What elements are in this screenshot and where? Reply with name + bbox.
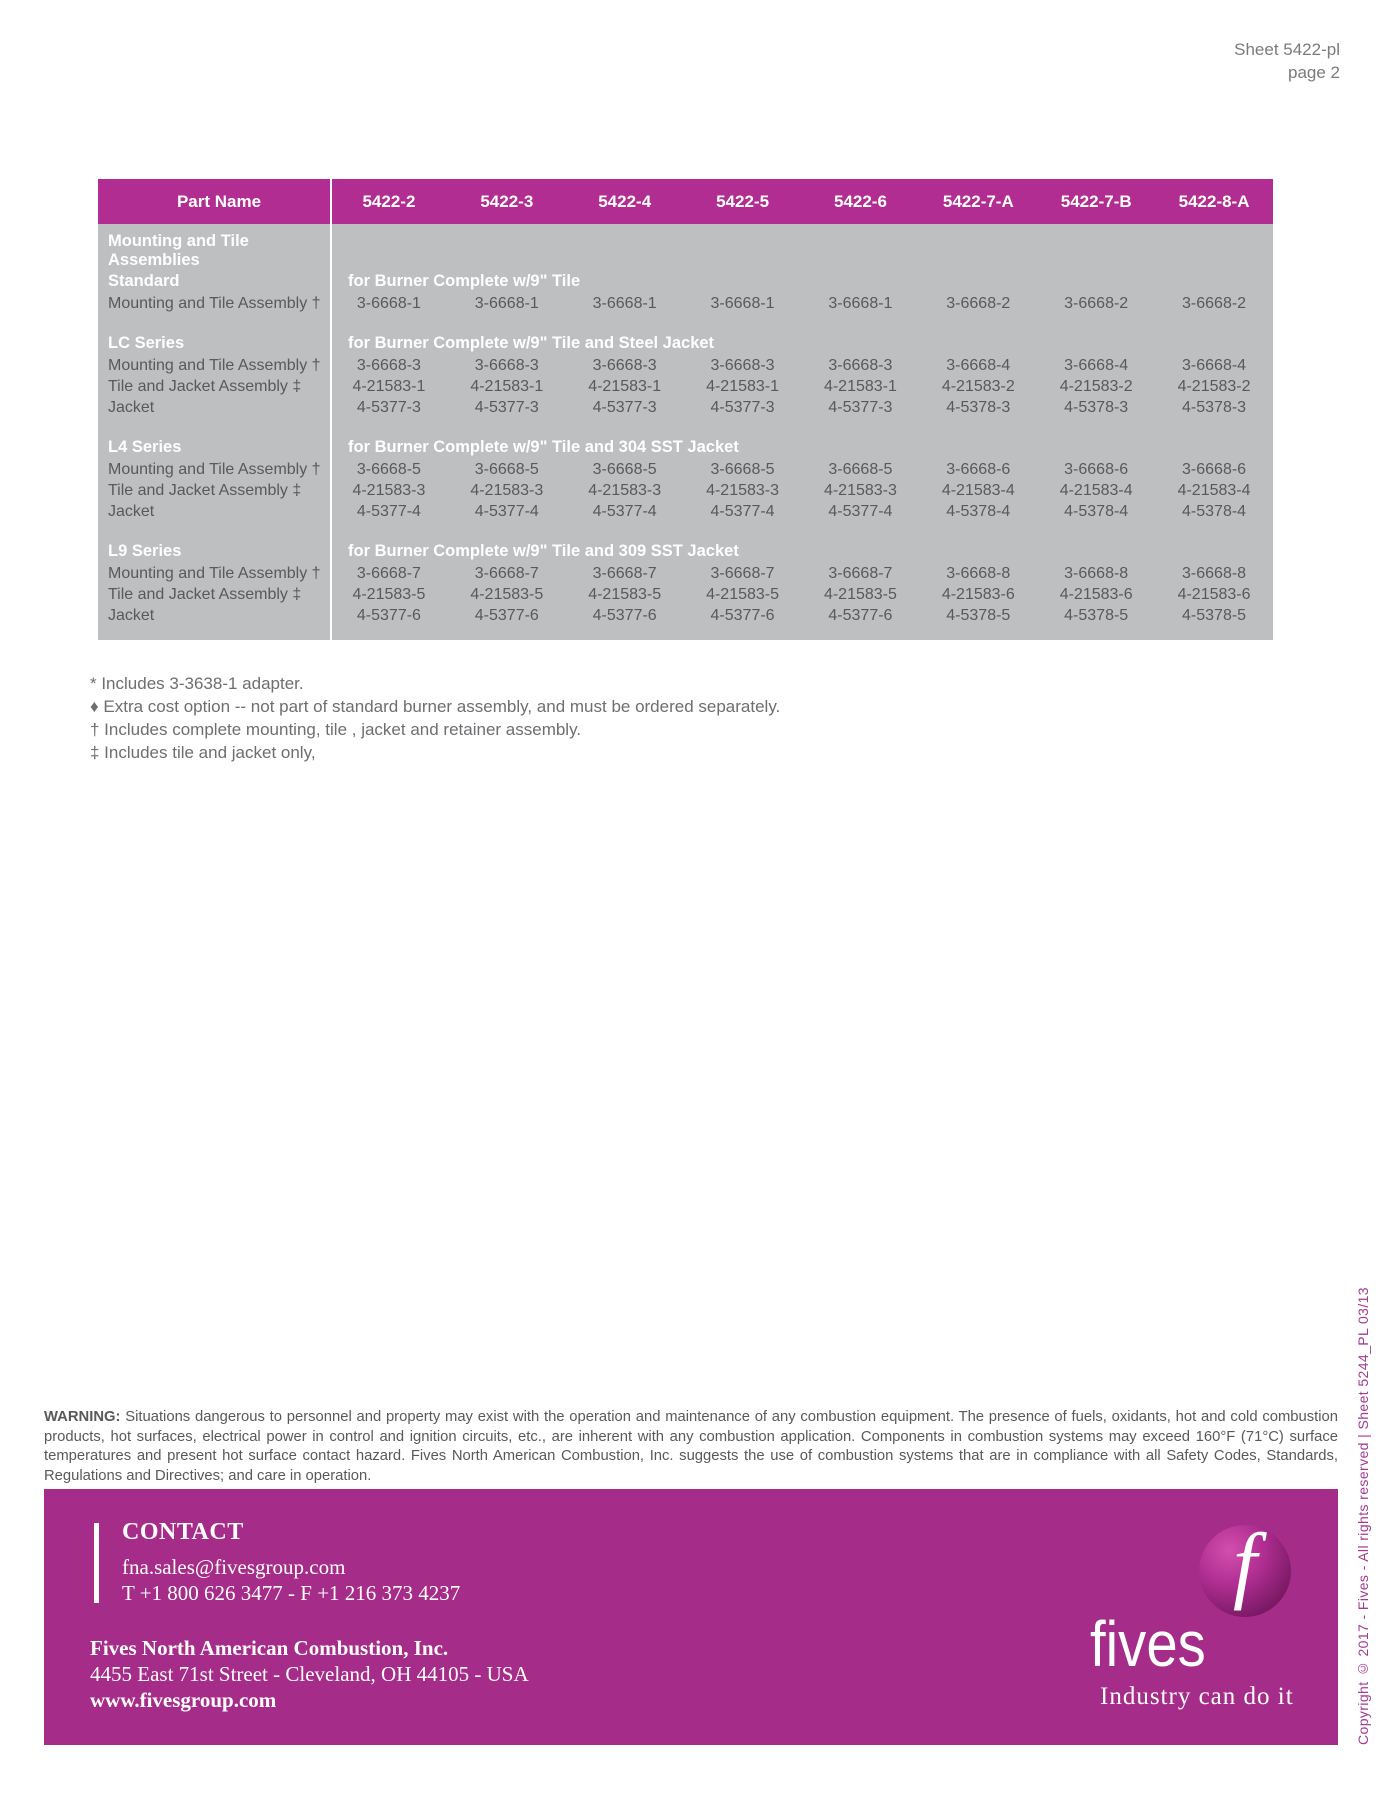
part-name: Jacket [108,502,155,520]
part-number: 3-6668-6 [1064,460,1129,478]
part-number: 4-5377-4 [828,502,893,520]
column-header: 5422-5 [716,191,770,211]
part-number: 4-5378-4 [1064,502,1129,520]
contact-block [122,1519,460,1606]
part-name: Mounting and Tile Assembly † [108,294,321,312]
part-number: 4-5378-5 [946,606,1011,624]
table-row [98,355,1273,376]
part-number: 4-21583-1 [588,377,662,395]
part-number: 4-5377-3 [828,398,893,416]
part-number: 4-5378-5 [1064,606,1129,624]
fives-logo-f-icon: f [1233,1515,1257,1611]
part-number: 4-21583-6 [1177,585,1251,603]
contact-divider-bar [94,1523,99,1603]
part-number: 4-21583-2 [941,377,1015,395]
warning-label: WARNING: [44,1409,121,1425]
part-number: 4-21583-3 [588,481,662,499]
footnote: † Includes complete mounting, tile , jacket and retainer assembly. [90,720,582,739]
footnote: ♦ Extra cost option -- not part of standard burner assembly, and must be ordered separately. [90,697,781,716]
part-number: 4-21583-4 [1059,481,1133,499]
table-header-row [98,179,1273,224]
footer-banner [44,1489,1338,1745]
part-name: Mounting and Tile Assembly † [108,564,321,582]
part-number: 4-5378-3 [946,398,1011,416]
part-number: 3-6668-1 [592,294,657,312]
section-name: L4 Series [108,438,182,456]
part-number: 4-21583-3 [352,481,426,499]
fives-slogan: Industry can do it [1100,1683,1294,1710]
section-note: for Burner Complete w/9" Tile and 304 SST Jacket [348,438,739,456]
part-name: Tile and Jacket Assembly ‡ [108,481,302,499]
table-row [98,436,1273,459]
part-number: 4-5378-4 [1182,502,1247,520]
part-number: 4-21583-5 [706,585,780,603]
table-row [98,480,1273,501]
column-header: 5422-8-A [1178,191,1250,211]
part-name-header: Part Name [176,191,262,211]
contact-email-link[interactable]: fna.sales@fivesgroup.com [122,1555,346,1579]
section-note: for Burner Complete w/9" Tile [348,272,581,290]
part-number: 4-21583-1 [352,377,426,395]
part-number: 4-21583-4 [1177,481,1251,499]
part-number: 4-21583-5 [823,585,897,603]
column-header: 5422-7-B [1060,191,1132,211]
part-name: Tile and Jacket Assembly ‡ [108,585,302,603]
contact-phone: T +1 800 626 3477 - F +1 216 373 4237 [122,1581,461,1605]
company-website-link[interactable]: www.fivesgroup.com [90,1688,277,1712]
part-number: 3-6668-5 [592,460,657,478]
part-name: Jacket [108,606,155,624]
part-number: 4-5377-6 [474,606,539,624]
sheet-reference [1234,38,1340,84]
table-row [98,584,1273,605]
part-number: 4-21583-6 [941,585,1015,603]
part-number: 3-6668-1 [474,294,539,312]
part-number: 4-21583-5 [588,585,662,603]
part-number: 3-6668-4 [946,356,1011,374]
part-number: 4-21583-1 [823,377,897,395]
company-block [90,1635,529,1713]
copyright-sidebar: Copyright © 2017 - Fives - All rights reserved | Sheet 5244_PL 03/13 [1355,1287,1371,1745]
part-number: 3-6668-3 [356,356,421,374]
table-row [98,501,1273,522]
table-row [98,270,1273,293]
part-number: 3-6668-1 [710,294,775,312]
part-number: 3-6668-7 [356,564,421,582]
table-row [98,459,1273,480]
section-name: L9 Series [108,542,182,560]
part-number: 3-6668-3 [474,356,539,374]
section-name: Standard [108,272,180,290]
part-number: 3-6668-2 [1182,294,1247,312]
part-number: 4-21583-5 [470,585,544,603]
part-number: 3-6668-6 [946,460,1011,478]
table-row [98,605,1273,626]
part-number: 3-6668-8 [1182,564,1247,582]
part-number: 4-21583-2 [1177,377,1251,395]
fives-wordmark: fives [1090,1608,1206,1680]
part-number: 4-5378-3 [1182,398,1247,416]
parts-table [98,179,1273,640]
part-number: 3-6668-1 [356,294,421,312]
part-number: 3-6668-4 [1064,356,1129,374]
contact-title: CONTACT [122,1519,244,1545]
part-number: 4-21583-3 [470,481,544,499]
part-number: 3-6668-7 [710,564,775,582]
table-row [98,563,1273,584]
warning-text [44,1408,1338,1486]
section-gap [98,522,1273,540]
part-number: 4-21583-4 [941,481,1015,499]
part-number: 4-21583-3 [823,481,897,499]
part-number: 3-6668-5 [356,460,421,478]
part-number: 4-21583-6 [1059,585,1133,603]
footnotes [90,672,780,764]
warning-body: Situations dangerous to personnel and property may exist with the operation and maintenance of any combustion equipment. The presence of fuels, oxidants, hot and cold combustion products, hot surfaces, electrical power in control and ignition circuits, etc., are inherent with any combustion application. Components in combustion systems may exceed 160°F (71°C) surface temperatures and present hot surface contact hazard. Fives North American Combustion, Inc. suggests the use of combustion systems that are in compliance with all Safety Codes, Standards, Regulations and Directives; and care in operation. [44,1409,1338,1484]
part-number: 4-5378-5 [1182,606,1247,624]
part-number: 3-6668-1 [828,294,893,312]
table-body [98,224,1273,640]
part-number: 3-6668-3 [710,356,775,374]
section-note: for Burner Complete w/9" Tile and 309 SST Jacket [348,542,739,560]
part-number: 4-21583-3 [706,481,780,499]
part-number: 3-6668-8 [946,564,1011,582]
part-number: 4-5377-3 [592,398,657,416]
part-name: Mounting and Tile Assembly † [108,460,321,478]
part-number: 4-21583-5 [352,585,426,603]
column-header: 5422-6 [833,191,887,211]
company-name: Fives North American Combustion, Inc. [90,1636,449,1660]
section-note: for Burner Complete w/9" Tile and Steel Jacket [348,334,715,352]
part-number: 4-5377-6 [356,606,421,624]
footnote: * Includes 3-3638-1 adapter. [90,674,304,693]
part-number: 3-6668-3 [592,356,657,374]
part-number: 3-6668-5 [474,460,539,478]
part-number: 3-6668-5 [828,460,893,478]
part-number: 4-5377-6 [710,606,775,624]
table-row [98,540,1273,563]
part-number: 3-6668-2 [1064,294,1129,312]
page-number: page 2 [1288,63,1340,82]
part-name: Jacket [108,398,155,416]
part-number: 4-5377-3 [356,398,421,416]
part-number: 4-5377-4 [710,502,775,520]
table-row [98,397,1273,418]
fives-logo-sphere [1199,1515,1291,1617]
part-number: 3-6668-3 [828,356,893,374]
part-number: 4-5377-6 [828,606,893,624]
part-name: Mounting and Tile Assembly † [108,356,321,374]
part-number: 3-6668-5 [710,460,775,478]
part-number: 4-5377-3 [474,398,539,416]
table-row [98,332,1273,355]
part-number: 4-5377-4 [592,502,657,520]
part-number: 3-6668-6 [1182,460,1247,478]
part-number: 3-6668-8 [1064,564,1129,582]
part-name: Tile and Jacket Assembly ‡ [108,377,302,395]
part-number: 4-21583-2 [1059,377,1133,395]
section-name: LC Series [108,334,185,352]
section-gap [98,418,1273,436]
part-number: 3-6668-7 [828,564,893,582]
table-row [98,293,1273,314]
table-row [98,376,1273,397]
sheet-number: Sheet 5422-pl [1234,40,1340,59]
table-row [98,232,1273,270]
section-gap [98,314,1273,332]
part-number: 3-6668-2 [946,294,1011,312]
part-number: 4-5377-4 [356,502,421,520]
part-number: 4-5377-3 [710,398,775,416]
part-number: 3-6668-7 [474,564,539,582]
part-number: 4-5377-6 [592,606,657,624]
column-header: 5422-4 [598,191,652,211]
column-header: 5422-7-A [942,191,1014,211]
table-group-title: Mounting and Tile Assemblies [108,232,249,269]
part-number: 4-21583-1 [470,377,544,395]
part-number: 4-5377-4 [474,502,539,520]
part-number: 4-21583-1 [706,377,780,395]
company-address: 4455 East 71st Street - Cleveland, OH 44105 - USA [90,1662,529,1686]
part-number: 4-5378-3 [1064,398,1129,416]
part-number: 3-6668-4 [1182,356,1247,374]
column-header: 5422-2 [362,191,416,211]
part-number: 4-5378-4 [946,502,1011,520]
column-header: 5422-3 [480,191,534,211]
footnote: ‡ Includes tile and jacket only, [90,743,316,762]
part-number: 3-6668-7 [592,564,657,582]
